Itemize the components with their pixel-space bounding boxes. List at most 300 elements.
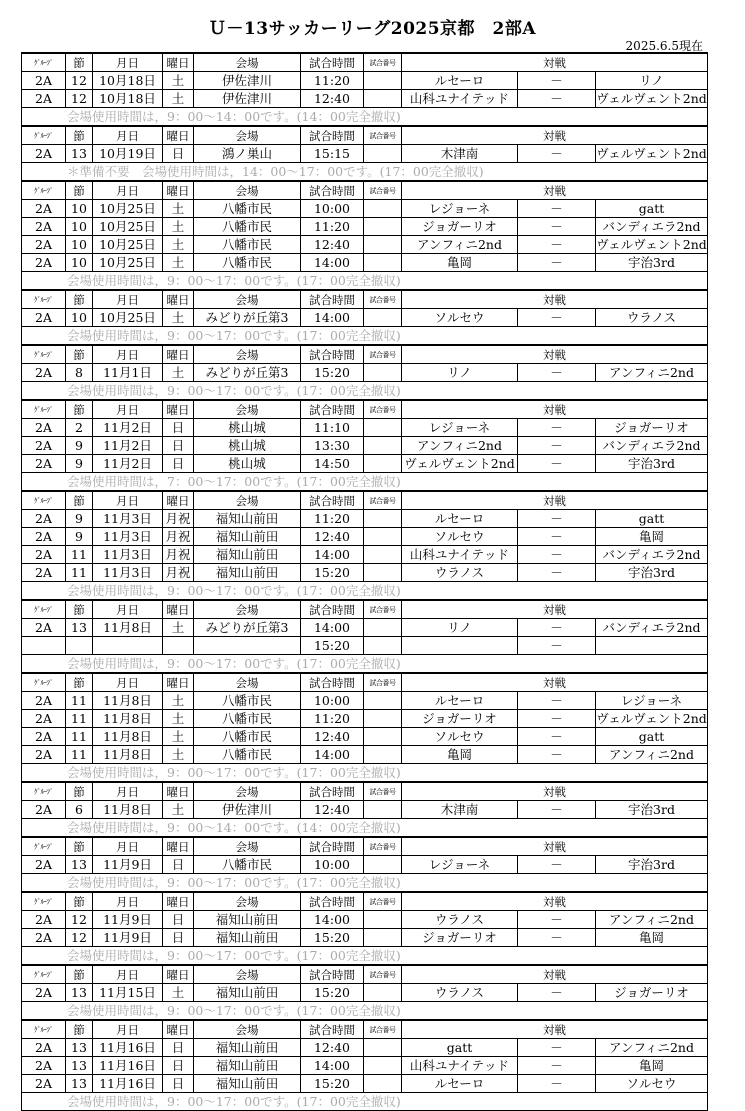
venue-note-row (22, 874, 708, 893)
round-cell: 13 (66, 856, 93, 874)
round-cell: 9 (66, 528, 93, 546)
match-no-cell (364, 437, 402, 455)
header-round: 節 (66, 965, 93, 984)
header-match-no: 試合番号 (364, 837, 402, 856)
venue-note-row (22, 272, 708, 291)
header-matchup: 対戦 (402, 53, 708, 72)
venue-cell: 八幡市民 (194, 200, 301, 218)
home-team-cell: 亀岡 (402, 746, 518, 764)
match-no-cell (364, 564, 402, 582)
header-match-no: 試合番号 (364, 181, 402, 200)
time-cell: 15:20 (301, 1075, 364, 1093)
group-cell: 2A (22, 437, 66, 455)
date-cell: 11月8日 (93, 746, 163, 764)
group-cell: 2A (22, 1039, 66, 1057)
header-date: 月日 (93, 782, 163, 801)
header-matchup: 対戦 (402, 290, 708, 309)
group-cell: 2A (22, 710, 66, 728)
match-row (22, 728, 708, 746)
header-group: ｸﾞﾙｰﾌﾟ (22, 965, 66, 984)
round-cell: 10 (66, 236, 93, 254)
header-round: 節 (66, 892, 93, 911)
header-time: 試合時間 (301, 400, 364, 419)
away-team-cell: 宇治3rd (596, 801, 708, 819)
day-cell: 土 (163, 200, 194, 218)
time-cell: 15:20 (301, 929, 364, 947)
round-cell: 13 (66, 984, 93, 1002)
header-time: 試合時間 (301, 837, 364, 856)
round-cell: 12 (66, 90, 93, 108)
header-time: 試合時間 (301, 673, 364, 692)
round-cell: 10 (66, 200, 93, 218)
header-matchup: 対戦 (402, 600, 708, 619)
venue-note: 会場使用時間は，9：00～17：00です。(17：00完全撤収) (22, 582, 708, 601)
time-cell: 14:00 (301, 619, 364, 637)
date-cell: 10月18日 (93, 72, 163, 90)
home-team-cell: 木津南 (402, 801, 518, 819)
away-team-cell: gatt (596, 728, 708, 746)
home-team-cell: ヴェルヴェント2nd (402, 455, 518, 473)
time-cell: 13:30 (301, 437, 364, 455)
header-venue: 会場 (194, 345, 301, 364)
match-no-cell (364, 309, 402, 327)
venue-cell: 福知山前田 (194, 546, 301, 564)
time-cell: 14:00 (301, 254, 364, 272)
venue-cell: 福知山前田 (194, 1075, 301, 1093)
header-venue: 会場 (194, 782, 301, 801)
date-cell: 11月2日 (93, 455, 163, 473)
home-team-cell: ジョガーリオ (402, 218, 518, 236)
round-cell: 11 (66, 710, 93, 728)
separator-cell: － (518, 710, 596, 728)
match-no-cell (364, 929, 402, 947)
schedule-body (22, 53, 708, 1111)
venue-cell: 桃山城 (194, 455, 301, 473)
group-cell: 2A (22, 510, 66, 528)
match-no-cell (364, 236, 402, 254)
header-row (22, 53, 708, 72)
match-row (22, 637, 708, 655)
header-day: 曜日 (163, 181, 194, 200)
header-match-no: 試合番号 (364, 892, 402, 911)
header-group: ｸﾞﾙｰﾌﾟ (22, 345, 66, 364)
time-cell: 14:00 (301, 911, 364, 929)
header-time: 試合時間 (301, 126, 364, 145)
home-team-cell (402, 637, 518, 655)
header-venue: 会場 (194, 126, 301, 145)
date-cell: 11月8日 (93, 801, 163, 819)
time-cell: 15:20 (301, 364, 364, 382)
home-team-cell: ソルセウ (402, 309, 518, 327)
round-cell: 8 (66, 364, 93, 382)
separator-cell: － (518, 911, 596, 929)
group-cell: 2A (22, 419, 66, 437)
header-day: 曜日 (163, 837, 194, 856)
venue-cell: 福知山前田 (194, 510, 301, 528)
group-cell: 2A (22, 236, 66, 254)
header-time: 試合時間 (301, 1020, 364, 1039)
time-cell: 12:40 (301, 528, 364, 546)
venue-note: 会場使用時間は，9：00～17：00です。(17：00完全撤収) (22, 1093, 708, 1111)
header-round: 節 (66, 53, 93, 72)
group-cell: 2A (22, 929, 66, 947)
time-cell: 12:40 (301, 1039, 364, 1057)
day-cell: 土 (163, 801, 194, 819)
header-match-no: 試合番号 (364, 345, 402, 364)
header-day: 曜日 (163, 1020, 194, 1039)
home-team-cell: ルセーロ (402, 72, 518, 90)
day-cell: 日 (163, 455, 194, 473)
venue-note: 会場使用時間は，9：00～17：00です。(17：00完全撤収) (22, 272, 708, 291)
header-date: 月日 (93, 126, 163, 145)
home-team-cell: 亀岡 (402, 254, 518, 272)
round-cell: 13 (66, 1075, 93, 1093)
time-cell: 12:40 (301, 728, 364, 746)
time-cell: 15:15 (301, 145, 364, 163)
venue-note-row (22, 947, 708, 966)
date-cell: 11月15日 (93, 984, 163, 1002)
group-cell: 2A (22, 546, 66, 564)
round-cell: 10 (66, 218, 93, 236)
day-cell: 日 (163, 1075, 194, 1093)
separator-cell: － (518, 1039, 596, 1057)
round-cell: 13 (66, 145, 93, 163)
away-team-cell: gatt (596, 510, 708, 528)
match-row (22, 911, 708, 929)
match-row (22, 710, 708, 728)
time-cell: 12:40 (301, 90, 364, 108)
date-cell: 11月8日 (93, 728, 163, 746)
venue-note-row (22, 655, 708, 674)
venue-note: 会場使用時間は，9：00～17：00です。(17：00完全撤収) (22, 874, 708, 893)
venue-note-row (22, 382, 708, 401)
header-date: 月日 (93, 892, 163, 911)
home-team-cell: ジョガーリオ (402, 929, 518, 947)
match-row (22, 856, 708, 874)
venue-cell: 福知山前田 (194, 1057, 301, 1075)
group-cell: 2A (22, 619, 66, 637)
header-matchup: 対戦 (402, 345, 708, 364)
date-cell: 11月2日 (93, 437, 163, 455)
match-no-cell (364, 254, 402, 272)
date-cell: 11月3日 (93, 528, 163, 546)
header-row (22, 491, 708, 510)
venue-note: 会場使用時間は，9：00～17：00です。(17：00完全撤収) (22, 764, 708, 783)
day-cell: 月祝 (163, 546, 194, 564)
header-date: 月日 (93, 491, 163, 510)
match-row (22, 364, 708, 382)
time-cell: 11:20 (301, 72, 364, 90)
header-group: ｸﾞﾙｰﾌﾟ (22, 53, 66, 72)
venue-cell: 伊佐津川 (194, 90, 301, 108)
home-team-cell: ルセーロ (402, 510, 518, 528)
day-cell: 土 (163, 218, 194, 236)
day-cell: 土 (163, 710, 194, 728)
time-cell: 15:20 (301, 984, 364, 1002)
header-group: ｸﾞﾙｰﾌﾟ (22, 673, 66, 692)
venue-note-row (22, 1002, 708, 1021)
match-row (22, 619, 708, 637)
header-match-no: 試合番号 (364, 126, 402, 145)
time-cell: 14:00 (301, 309, 364, 327)
group-cell: 2A (22, 200, 66, 218)
time-cell: 10:00 (301, 692, 364, 710)
header-row (22, 400, 708, 419)
match-no-cell (364, 619, 402, 637)
round-cell: 12 (66, 911, 93, 929)
home-team-cell: アンフィニ2nd (402, 236, 518, 254)
header-date: 月日 (93, 290, 163, 309)
venue-cell: 桃山城 (194, 437, 301, 455)
header-row (22, 1020, 708, 1039)
match-row (22, 309, 708, 327)
group-cell (22, 637, 66, 655)
round-cell: 6 (66, 801, 93, 819)
round-cell: 2 (66, 419, 93, 437)
group-cell: 2A (22, 1057, 66, 1075)
match-no-cell (364, 218, 402, 236)
separator-cell: － (518, 236, 596, 254)
round-cell: 13 (66, 1057, 93, 1075)
match-no-cell (364, 984, 402, 1002)
match-row (22, 200, 708, 218)
header-round: 節 (66, 181, 93, 200)
venue-cell: 八幡市民 (194, 218, 301, 236)
header-group: ｸﾞﾙｰﾌﾟ (22, 181, 66, 200)
day-cell: 日 (163, 1039, 194, 1057)
header-match-no: 試合番号 (364, 600, 402, 619)
round-cell: 12 (66, 929, 93, 947)
date-cell: 11月9日 (93, 929, 163, 947)
match-no-cell (364, 364, 402, 382)
venue-note: 会場使用時間は，9：00～17：00です。(17：00完全撤収) (22, 327, 708, 346)
header-venue: 会場 (194, 290, 301, 309)
day-cell: 土 (163, 984, 194, 1002)
header-date: 月日 (93, 600, 163, 619)
group-cell: 2A (22, 528, 66, 546)
separator-cell: － (518, 929, 596, 947)
match-no-cell (364, 1075, 402, 1093)
header-time: 試合時間 (301, 181, 364, 200)
match-no-cell (364, 528, 402, 546)
day-cell: 土 (163, 236, 194, 254)
match-row (22, 1057, 708, 1075)
date-cell: 11月16日 (93, 1075, 163, 1093)
day-cell: 日 (163, 419, 194, 437)
group-cell: 2A (22, 90, 66, 108)
match-no-cell (364, 911, 402, 929)
home-team-cell: gatt (402, 1039, 518, 1057)
match-row (22, 546, 708, 564)
match-row (22, 984, 708, 1002)
home-team-cell: リノ (402, 619, 518, 637)
day-cell: 土 (163, 746, 194, 764)
group-cell: 2A (22, 856, 66, 874)
group-cell: 2A (22, 72, 66, 90)
header-date: 月日 (93, 345, 163, 364)
header-matchup: 対戦 (402, 491, 708, 510)
away-team-cell: バンディエラ2nd (596, 437, 708, 455)
match-no-cell (364, 1039, 402, 1057)
venue-note: 会場使用時間は，9：00～17：00です。(17：00完全撤収) (22, 1002, 708, 1021)
day-cell: 土 (163, 90, 194, 108)
home-team-cell: レジョーネ (402, 856, 518, 874)
separator-cell: － (518, 564, 596, 582)
day-cell: 日 (163, 145, 194, 163)
header-round: 節 (66, 345, 93, 364)
header-group: ｸﾞﾙｰﾌﾟ (22, 892, 66, 911)
venue-note: 会場使用時間は，9：00～14：00です。(14：00完全撤収) (22, 108, 708, 127)
header-date: 月日 (93, 965, 163, 984)
header-date: 月日 (93, 673, 163, 692)
header-match-no: 試合番号 (364, 782, 402, 801)
header-time: 試合時間 (301, 600, 364, 619)
venue-cell: 福知山前田 (194, 929, 301, 947)
day-cell: 土 (163, 309, 194, 327)
match-no-cell (364, 455, 402, 473)
home-team-cell: 山科ユナイテッド (402, 90, 518, 108)
away-team-cell: ジョガーリオ (596, 419, 708, 437)
match-no-cell (364, 546, 402, 564)
header-date: 月日 (93, 837, 163, 856)
separator-cell: － (518, 364, 596, 382)
header-venue: 会場 (194, 491, 301, 510)
group-cell: 2A (22, 692, 66, 710)
match-no-cell (364, 1057, 402, 1075)
venue-cell: 福知山前田 (194, 911, 301, 929)
separator-cell: － (518, 309, 596, 327)
header-time: 試合時間 (301, 345, 364, 364)
venue-cell: 鴻ノ巣山 (194, 145, 301, 163)
group-cell: 2A (22, 254, 66, 272)
venue-note-row (22, 764, 708, 783)
date-cell: 11月2日 (93, 419, 163, 437)
away-team-cell: 宇治3rd (596, 254, 708, 272)
match-row (22, 419, 708, 437)
header-day: 曜日 (163, 965, 194, 984)
round-cell: 10 (66, 309, 93, 327)
home-team-cell: ルセーロ (402, 692, 518, 710)
header-round: 節 (66, 782, 93, 801)
separator-cell: － (518, 1075, 596, 1093)
match-no-cell (364, 746, 402, 764)
venue-cell: 八幡市民 (194, 746, 301, 764)
away-team-cell: ヴェルヴェント2nd (596, 236, 707, 252)
home-team-cell: 山科ユナイテッド (402, 1057, 518, 1075)
venue-cell: 八幡市民 (194, 692, 301, 710)
date-cell: 11月1日 (93, 364, 163, 382)
separator-cell: － (518, 72, 596, 90)
venue-cell: 福知山前田 (194, 984, 301, 1002)
header-row (22, 345, 708, 364)
group-cell: 2A (22, 1075, 66, 1093)
round-cell: 13 (66, 1039, 93, 1057)
match-row (22, 236, 708, 254)
header-venue: 会場 (194, 600, 301, 619)
venue-cell: みどりが丘第3 (194, 619, 301, 637)
header-match-no: 試合番号 (364, 53, 402, 72)
header-day: 曜日 (163, 290, 194, 309)
away-team-cell: gatt (596, 200, 708, 218)
away-team-cell: ジョガーリオ (596, 984, 708, 1002)
group-cell: 2A (22, 984, 66, 1002)
date-cell: 11月3日 (93, 564, 163, 582)
match-row (22, 1039, 708, 1057)
venue-note: 会場使用時間は，9：00～14：00です。(14：00完全撤収) (22, 819, 708, 838)
match-row (22, 254, 708, 272)
header-round: 節 (66, 491, 93, 510)
header-matchup: 対戦 (402, 837, 708, 856)
separator-cell: － (518, 437, 596, 455)
match-row (22, 145, 708, 163)
match-row (22, 746, 708, 764)
venue-note: 会場使用時間は，9：00～17：00です。(17：00完全撤収) (22, 382, 708, 401)
header-row (22, 782, 708, 801)
match-row (22, 90, 708, 108)
header-group: ｸﾞﾙｰﾌﾟ (22, 126, 66, 145)
away-team-cell: リノ (596, 72, 708, 90)
round-cell: 9 (66, 455, 93, 473)
home-team-cell: アンフィニ2nd (402, 437, 518, 455)
home-team-cell: 木津南 (402, 145, 518, 163)
time-cell: 14:00 (301, 546, 364, 564)
separator-cell: － (518, 546, 596, 564)
venue-note: 会場使用時間は，7：00～17：00です。(17：00完全撤収) (22, 473, 708, 492)
separator-cell: － (518, 637, 596, 655)
header-round: 節 (66, 673, 93, 692)
venue-cell: 伊佐津川 (194, 801, 301, 819)
match-no-cell (364, 90, 402, 108)
venue-cell: 伊佐津川 (194, 72, 301, 90)
header-round: 節 (66, 600, 93, 619)
match-row (22, 437, 708, 455)
venue-cell: 八幡市民 (194, 254, 301, 272)
schedule-table (21, 52, 708, 1111)
header-day: 曜日 (163, 400, 194, 419)
away-team-cell: バンディエラ2nd (596, 218, 708, 236)
date-cell: 10月25日 (93, 236, 163, 254)
match-no-cell (364, 510, 402, 528)
match-row (22, 510, 708, 528)
venue-cell: 福知山前田 (194, 528, 301, 546)
time-cell: 11:20 (301, 710, 364, 728)
day-cell: 土 (163, 728, 194, 746)
match-no-cell (364, 145, 402, 163)
header-venue: 会場 (194, 673, 301, 692)
header-venue: 会場 (194, 181, 301, 200)
time-cell: 14:50 (301, 455, 364, 473)
header-matchup: 対戦 (402, 673, 708, 692)
away-team-cell: アンフィニ2nd (596, 746, 708, 764)
venue-cell: みどりが丘第3 (194, 309, 301, 327)
time-cell: 12:40 (301, 236, 364, 254)
home-team-cell: レジョーネ (402, 200, 518, 218)
group-cell: 2A (22, 728, 66, 746)
day-cell: 土 (163, 364, 194, 382)
group-cell: 2A (22, 746, 66, 764)
header-match-no: 試合番号 (364, 491, 402, 510)
away-team-cell: 宇治3rd (596, 455, 708, 473)
date-cell: 11月16日 (93, 1039, 163, 1057)
header-venue: 会場 (194, 53, 301, 72)
header-group: ｸﾞﾙｰﾌﾟ (22, 400, 66, 419)
home-team-cell: ジョガーリオ (402, 710, 518, 728)
home-team-cell: ウラノス (402, 911, 518, 929)
header-matchup: 対戦 (402, 126, 708, 145)
match-row (22, 455, 708, 473)
header-round: 節 (66, 837, 93, 856)
header-venue: 会場 (194, 892, 301, 911)
